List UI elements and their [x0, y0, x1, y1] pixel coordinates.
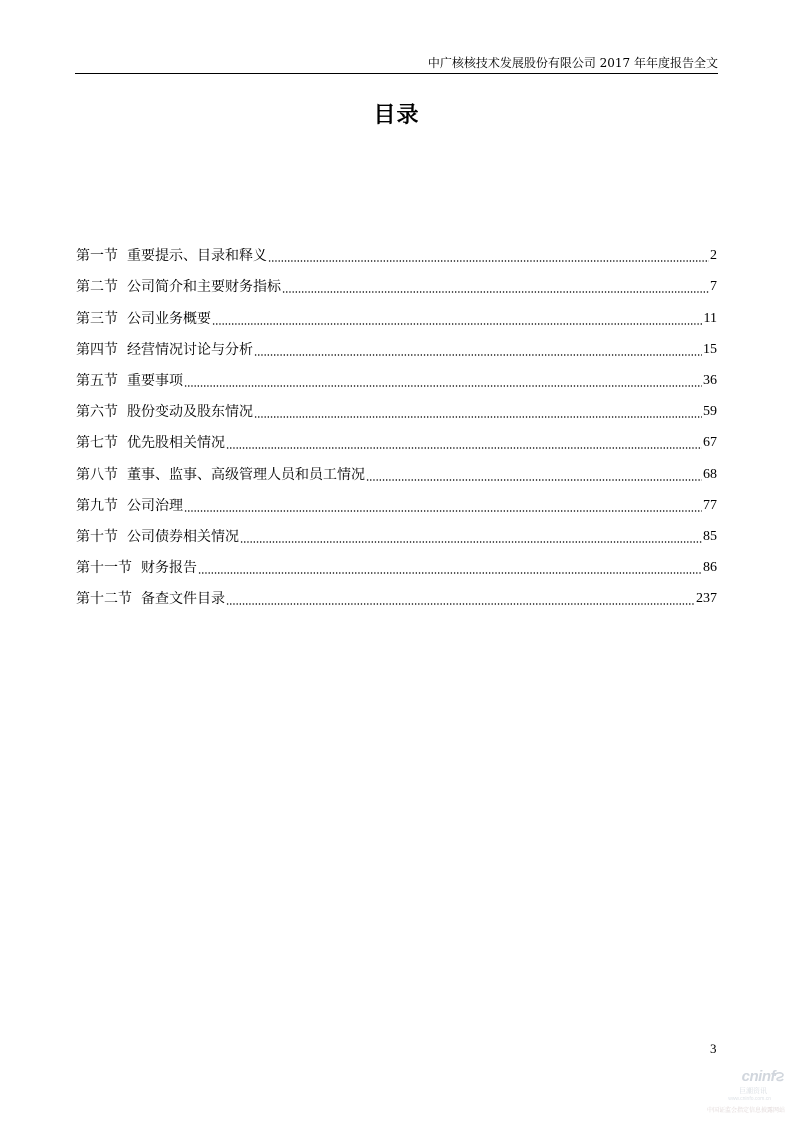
toc-section-title: 公司简介和主要财务指标 [127, 279, 281, 296]
toc-entry[interactable] [76, 391, 717, 422]
toc-section-title: 优先股相关情况 [127, 435, 225, 452]
toc-page-number: 237 [696, 591, 717, 607]
toc-section-title: 财务报告 [141, 560, 197, 577]
toc-section-title: 公司治理 [127, 497, 183, 514]
toc-entry[interactable] [76, 578, 717, 609]
page-title: 目录 [373, 103, 420, 128]
toc-page-number: 15 [703, 341, 717, 357]
toc-section-number: 第五节 [76, 372, 118, 389]
toc-section-title: 备查文件目录 [141, 591, 225, 608]
toc-dot-leader [184, 385, 702, 387]
toc-page-number: 77 [703, 497, 717, 513]
document-header-title: 中广核核技术发展股份有限公司 2017 年年度报告全文 [427, 56, 718, 70]
toc-section-title: 股份变动及股东情况 [127, 404, 253, 421]
toc-dot-leader [366, 479, 702, 481]
toc-section-number: 第三节 [76, 310, 118, 327]
toc-section-number: 第十二节 [76, 591, 132, 608]
toc-section-title: 公司债券相关情况 [127, 528, 239, 545]
toc-entry[interactable] [76, 485, 717, 516]
toc-dot-leader [254, 354, 702, 356]
toc-page-number: 59 [703, 404, 717, 420]
toc-page-number: 7 [710, 279, 717, 295]
toc-section-number: 第八节 [76, 466, 118, 483]
toc-entry[interactable] [76, 266, 717, 297]
toc-section-number: 第四节 [76, 341, 118, 358]
toc-page-number: 2 [710, 248, 717, 264]
toc-page-number: 68 [703, 466, 717, 482]
watermark-footer: 中国证监会指定信息披露网站 [706, 1107, 785, 1114]
toc-section-title: 重要事项 [127, 372, 183, 389]
toc-section-number: 第六节 [76, 404, 118, 421]
toc-section-title: 董事、监事、高级管理人员和员工情况 [127, 466, 365, 483]
toc-entry[interactable] [76, 235, 717, 266]
toc-page-number: 67 [703, 435, 717, 451]
toc-dot-leader [282, 291, 709, 293]
toc-page-number: 36 [703, 372, 717, 388]
swirl-logo-icon [773, 1070, 785, 1082]
toc-entry[interactable] [76, 297, 717, 328]
toc-entry[interactable] [76, 422, 717, 453]
toc-page-number: 86 [703, 560, 717, 576]
toc-dot-leader [198, 572, 702, 574]
toc-entry[interactable] [76, 547, 717, 578]
toc-dot-leader [254, 416, 702, 418]
toc-section-number: 第七节 [76, 435, 118, 452]
cninfo-watermark [700, 1068, 785, 1118]
toc-page-number: 11 [703, 310, 717, 326]
toc-dot-leader [184, 510, 702, 512]
toc-section-number: 第十节 [76, 528, 118, 545]
toc-entry[interactable] [76, 360, 717, 391]
toc-dot-leader [212, 323, 703, 325]
toc-section-number: 第九节 [76, 497, 118, 514]
watermark-logo-text: cninf [741, 1068, 775, 1085]
toc-entry[interactable] [76, 453, 717, 484]
toc-section-number: 第二节 [76, 279, 118, 296]
table-of-contents [76, 235, 717, 609]
header-divider [75, 73, 718, 74]
toc-entry[interactable] [76, 516, 717, 547]
page-number: 3 [710, 1041, 717, 1056]
toc-dot-leader [240, 541, 702, 543]
toc-section-number: 第一节 [76, 248, 118, 265]
toc-entry[interactable] [76, 329, 717, 360]
toc-dot-leader [226, 603, 695, 605]
toc-dot-leader [268, 260, 709, 262]
toc-dot-leader [226, 447, 702, 449]
toc-section-title: 重要提示、目录和释义 [127, 248, 267, 265]
toc-section-number: 第十一节 [76, 560, 132, 577]
watermark-cn-name: 巨潮资讯 [739, 1087, 767, 1095]
toc-section-title: 经营情况讨论与分析 [127, 341, 253, 358]
toc-section-title: 公司业务概要 [127, 310, 211, 327]
watermark-url: www.cninfo.com.cn [728, 1096, 771, 1102]
toc-page-number: 85 [703, 528, 717, 544]
